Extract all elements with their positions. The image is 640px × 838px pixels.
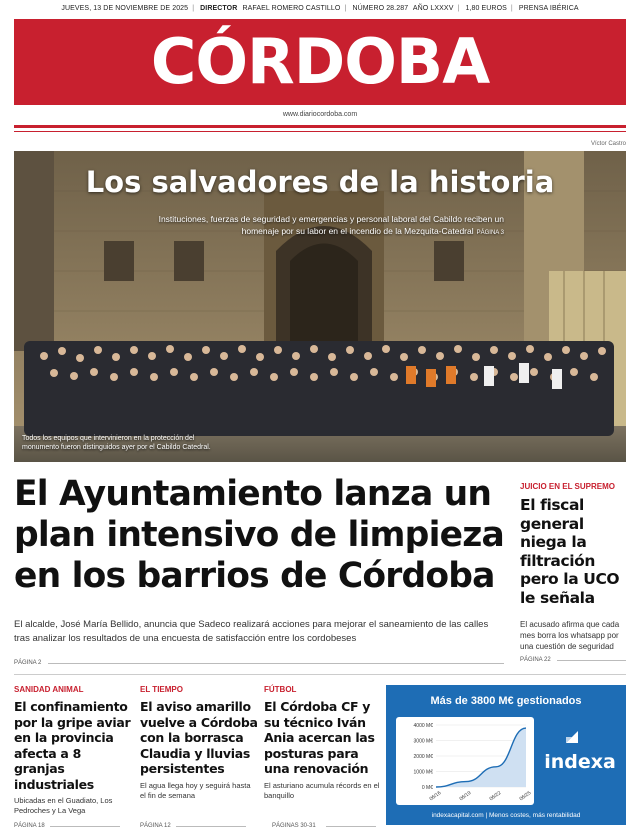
director-name: RAFAEL ROMERO CASTILLO	[242, 5, 341, 12]
story-headline[interactable]: El Córdoba CF y su técnico Iván Ania acercan las posturas para una renovación	[264, 699, 375, 776]
divider	[50, 826, 120, 827]
chart-x-tick-label: 06/25	[518, 790, 533, 803]
story-headline[interactable]: El aviso amarillo vuelve a Córdoba con la borrasca Claudia y lluvias persistentes	[140, 699, 258, 776]
story-kicker: FÚTBOL	[264, 685, 297, 694]
main-page-ref: PÁGINA 2	[14, 660, 42, 666]
masthead-info-strip: JUEVES, 13 DE NOVIEMBRE DE 2025 | DIRECTOR RAFAEL ROMERO CASTILLO | NÚMERO 28.287 AÑO LXXXV | 1,80 EUROS | PRENSA IBÉRICA	[0, 5, 640, 12]
chart-x-tick-label: 06/19	[458, 790, 473, 803]
chart-y-tick-label: 0 M€	[421, 785, 433, 791]
chart-y-tick-label: 2000 M€	[413, 754, 433, 760]
divider	[557, 660, 626, 661]
story-page-ref: PÁGINAS 30-31	[272, 823, 316, 829]
masthead-logo-band	[14, 19, 626, 105]
photo-credit: Víctor Castro	[590, 141, 626, 147]
story-page-ref: PÁGINA 18	[14, 823, 45, 829]
divider	[14, 674, 626, 675]
hero-subtitle-text: Instituciones, fuerzas de seguridad y emergencias y personal laboral del Cabildo reciben un homenaje por su labor en el incendio de la Mezquita-Catedral	[158, 214, 504, 236]
story-lead: El asturiano acumula récords en el banquillo	[264, 780, 380, 800]
hero-subtitle	[144, 213, 504, 239]
story-kicker: SANIDAD ANIMAL	[14, 685, 84, 694]
hero-caption: Todos los equipos que intervinieron en la protección del monumento fueron distinguidos ayer por el Cabildo Catedral.	[22, 435, 211, 451]
newspaper-logo: CÓRDOBA	[150, 25, 490, 98]
divider-red-thin	[14, 131, 626, 132]
publisher-group: PRENSA IBÉRICA	[518, 5, 579, 12]
main-headline[interactable]: El Ayuntamiento lanza un plan intensivo de limpieza en los barrios de Córdoba	[14, 474, 504, 596]
bottom-story-1	[14, 685, 132, 816]
side-kicker: JUICIO EN EL SUPREMO	[520, 482, 615, 491]
ad-chart-svg	[396, 717, 534, 805]
advertisement-indexa[interactable]	[386, 685, 626, 825]
issue-year: AÑO LXXXV	[412, 5, 454, 12]
chart-x-tick-label: 06/16	[428, 790, 443, 803]
edition-date: JUEVES, 13 DE NOVIEMBRE DE 2025	[61, 5, 189, 12]
ad-title: Más de 3800 M€ gestionados	[430, 695, 582, 707]
bottom-story-3	[264, 685, 382, 801]
story-page-ref: PÁGINA 12	[140, 823, 171, 829]
hero-page-ref: PÁGINA 3	[476, 230, 504, 236]
main-lead: El alcalde, José María Bellido, anuncia que Sadeco realizará acciones para mejorar el saneamiento de las calles tras analizar los resultados de una encuesta de satisfacción entre los cordobeses	[14, 619, 489, 644]
divider	[176, 826, 246, 827]
story-kicker: EL TIEMPO	[140, 685, 183, 694]
chart-y-tick-label: 4000 M€	[413, 723, 433, 729]
indexa-logo-icon	[562, 727, 582, 747]
chart-y-tick-label: 1000 M€	[413, 769, 433, 776]
issue-price: 1,80 EUROS	[465, 5, 507, 12]
chart-area	[436, 728, 526, 787]
divider	[48, 663, 504, 664]
story-lead: Ubicadas en el Guadiato, Los Pedroches y La Vega	[14, 796, 113, 815]
side-headline[interactable]: El fiscal general niega la filtración pero la UCO le señala	[520, 496, 620, 607]
ad-tagline: indexacapital.com | Menos costes, más rentabilidad	[431, 812, 581, 819]
ad-brand: indexa	[544, 751, 616, 773]
side-story	[520, 482, 626, 652]
story-headline[interactable]: El confinamiento por la gripe aviar en la provincia afecta a 8 granjas industriales	[14, 699, 131, 792]
side-lead: El acusado afirma que cada mes borra los whatsapp por una cuestión de seguridad	[520, 620, 620, 651]
issue-number: NÚMERO 28.287	[352, 5, 409, 12]
side-page-ref: PÁGINA 22	[520, 657, 551, 663]
divider	[326, 826, 376, 827]
divider-red	[14, 125, 626, 128]
story-lead: El agua llega hoy y seguirá hasta el fin de semana	[140, 780, 251, 800]
hero-title[interactable]: Los salvadores de la historia	[85, 165, 555, 199]
chart-x-tick-label: 06/22	[488, 790, 503, 803]
site-url[interactable]: www.diariocordoba.com	[282, 111, 358, 118]
director-label: DIRECTOR	[200, 5, 238, 12]
hero-photo[interactable]	[14, 151, 626, 462]
bottom-story-2	[140, 685, 258, 801]
ad-chart	[396, 717, 534, 805]
chart-y-tick-label: 3000 M€	[413, 738, 433, 745]
